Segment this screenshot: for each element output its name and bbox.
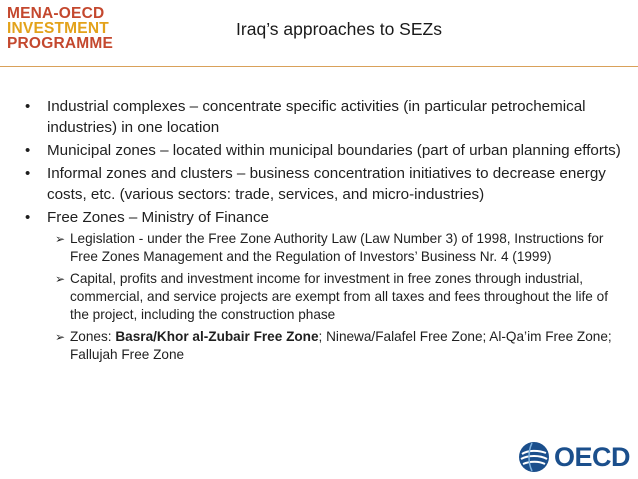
sub-bullet-highlight: Basra/Khor al-Zubair Free Zone xyxy=(115,329,319,344)
bullet-item xyxy=(22,140,622,161)
bullet-text: Industrial complexes – concentrate specific activities (in particular petrochemical industries) in one location xyxy=(47,98,586,136)
oecd-globe-icon xyxy=(518,441,550,473)
slide-content xyxy=(22,96,622,368)
arrowhead-bullet-icon: ➢ xyxy=(55,272,66,286)
oecd-logo xyxy=(518,441,630,473)
slide-title: Iraq’s approaches to SEZs xyxy=(236,19,442,39)
bullet-dot-icon: • xyxy=(25,98,31,115)
logo-line-3: PROGRAMME xyxy=(7,35,113,52)
sub-bullet-prefix: Zones: xyxy=(70,329,116,344)
bullet-item xyxy=(22,163,622,205)
logo-line-1: MENA-OECD xyxy=(7,5,105,22)
bullet-item xyxy=(22,207,622,228)
bullet-text: Informal zones and clusters – business concentration initiatives to decrease energy costs, etc. (various sectors: trade, services, and micro-industries) xyxy=(47,165,606,203)
sub-bullet-text: Legislation - under the Free Zone Authority Law (Law Number 3) of 1998, Instructions for Free Zones Management and the Regulation of Investors’ Business Nr. 4 (1999) xyxy=(70,231,604,264)
arrowhead-bullet-icon: ➢ xyxy=(55,232,66,246)
sub-bullet-suffix: ; Ninewa/Falafel Free Zone; Al-Qa’im Free Zone; Fallujah Free Zone xyxy=(70,329,612,362)
logo-line-2: INVESTMENT xyxy=(7,20,109,37)
sub-bullet-item xyxy=(22,328,622,364)
arrowhead-bullet-icon: ➢ xyxy=(55,330,66,344)
oecd-wordmark: OECD xyxy=(553,441,630,472)
bullet-dot-icon: • xyxy=(25,142,31,159)
bullet-item xyxy=(22,96,622,138)
header-divider xyxy=(0,66,638,67)
bullet-text: Municipal zones – located within municipal boundaries (part of urban planning efforts) xyxy=(47,142,621,159)
sub-bullet-item xyxy=(22,230,622,266)
sub-bullet-text: Capital, profits and investment income for investment in free zones through industrial, commercial, and service projects are exempt from all taxes and fees throughout the life of the project, including the construction phase xyxy=(70,271,608,322)
bullet-dot-icon: • xyxy=(25,209,31,226)
sub-bullet-item xyxy=(22,270,622,324)
bullet-text: Free Zones – Ministry of Finance xyxy=(47,209,269,226)
bullet-dot-icon: • xyxy=(25,165,31,182)
